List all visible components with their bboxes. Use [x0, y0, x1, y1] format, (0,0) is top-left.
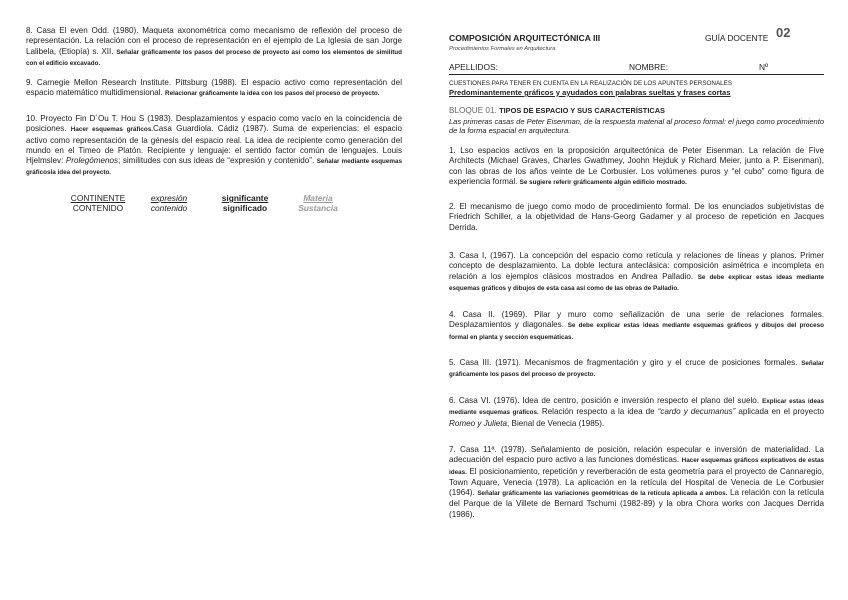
sem-continente: CONTINENTE: [70, 193, 126, 203]
item-10: [26, 114, 402, 179]
question-5-text: 5. Casa III. (1971). Mecanismos de fragmentación y giro y el cruce de posiciones formales.: [449, 358, 802, 367]
question-3-instruction: Se debe explicar estas ideas mediante esquemas gráficos y dibujos de esta casa así como de las obras de Palladio.: [449, 273, 824, 292]
item-8-text: 8. Casa El even Odd. (1980). Maqueta axonométrica como mecanismo de reflexión del proceso de representación. La relación con el proceso de representación en el ejemplo de La Iglesia de san Jorge Lalibela, (Etiopía) s. XII.: [26, 26, 402, 56]
numero-label: Nº: [759, 62, 769, 72]
question-6-text-b: Relación respecto a la idea de: [538, 407, 658, 417]
questions-note: CUESTIONES PARA TENER EN CUENTA EN LA REALIZACIÓN DE LOS APUNTES PERSONALES: [449, 80, 733, 87]
question-7-text-b: El posicionamiento, repetición y reverberación de esta geometría para el proyecto de Cannaregio, Town Aquare, Venecia (1978). La aplicación en la retícula del Hospital de Venecia de Le Corbusier (1964).: [449, 466, 824, 498]
item-9-text: 9. Carnegie Mellon Research Institute. Pittsburg (1988). El espacio activo como representación del espacio matemático multidimensional.: [26, 78, 402, 98]
question-1-instruction: Se sugiere referir gráficamente algún edificio mostrado.: [519, 178, 687, 186]
question-6-project: Romeo y Julieta: [449, 418, 508, 428]
guide-label: GUÍA DOCENTE: [705, 33, 769, 43]
item-10-text-b: Casa Guardiola. Cádiz (1987). Suma de experiencias: el espacio activo como representación de la génesis del espacio real. La idea de recipiente como generación del mundo en el Timeo de Platón. Recipiente y lenguaje: el sentido factor común de lenguajes. Louis Hjelmslev:: [26, 124, 402, 166]
sem-significante: significante: [221, 193, 269, 203]
sem-contenido-italic: contenido: [150, 203, 188, 213]
item-10-text-c: ; similitudes con sus ideas de “expresión y contenido”.: [118, 156, 317, 166]
item-9: [26, 78, 402, 100]
question-6-text-c: aplicada en el proyecto: [735, 407, 824, 417]
question-3: [449, 251, 824, 294]
question-1-text: 1. Lso espacios activos en la proposición arquitectónica de Peter Eisenman. La relación de Five Architects (Michael Graves, Charles Gwathmey, Joohn Hejduk y Richard Meier, junto a P. Eisenman), con las obras de los años veinte de Le Corbusier. Los volúmenes puros y “el cubo” como figura de experiencia formal.: [449, 146, 824, 186]
question-4: [449, 310, 824, 343]
question-4-instruction: Se debe explicar estas ideas mediante esquemas gráficos y dibujos del proceso formal en planta y sección esquemáticas.: [449, 322, 824, 341]
apellidos-label: APELLIDOS:: [449, 62, 498, 72]
question-7-instruction-a: Hacer esquemas gráficos explicativos de estas ideas.: [449, 457, 824, 476]
sem-sustancia: Sustancia: [298, 203, 338, 213]
block-title: TIPOS DE ESPACIO Y SUS CARACTERÍSTICAS: [499, 106, 665, 115]
question-4-text: 4. Casa II. (1969). Pilar y muro como señalización de una serie de relaciones formales. Desplazamientos y diagonales.: [449, 310, 824, 330]
item-10-text-a: 10. Proyecto Fin D´Ou T. Hou S (1983). Desplazamientos y espacio como vacío en la coincidencia de posiciones.: [26, 114, 402, 134]
sem-materia: Materia: [303, 193, 333, 203]
question-5-instruction: Señalar gráficamente los pasos del proceso de proyecto.: [449, 360, 824, 379]
questions-subtitle: Predominantemente gráficos y ayudados con palabras sueltas y frases cortas: [449, 88, 731, 97]
item-8: [26, 26, 402, 69]
sem-contenido: CONTENIDO: [72, 203, 124, 213]
question-7-instruction-b: Señalar gráficamente las variaciones geométricas de la retícula aplicada a ambos.: [477, 490, 728, 498]
question-5: [449, 358, 824, 381]
question-6-text-d: , Bienal de Venecia (1985).: [507, 418, 605, 428]
item-10-book-title: Prolegómenos: [65, 156, 119, 166]
question-6-instruction: Explicar estas ideas mediante esquemas gráficos.: [449, 398, 824, 417]
question-3-text: 3. Casa I, (1967). La concepción del espacio como retícula y relaciones de líneas y planos. Primer concepto de desplazamiento. La doble lectura anteclásica: composición asimétrica e incompleta en relación a los ejemplos clásicos mostrados en Andrea Palladio.: [449, 251, 824, 281]
item-10-instruction-b: Señalar mediante esquemas gráficosla idea del proyecto.: [26, 158, 402, 177]
question-2: [449, 202, 824, 233]
question-7-text-c: La relación con la retícula del Parque de la Villete de Bernard Tschumi (1982-89) y la obra Chora works con Jacques Derrida (1986).: [449, 488, 824, 519]
sem-expresion: expresión: [150, 193, 188, 203]
block-label: BLOQUE 01.: [449, 106, 497, 115]
question-6: [449, 396, 824, 429]
course-title: COMPOSICIÓN ARQUITECTÓNICA III: [449, 33, 601, 43]
question-6-quote: “cardo y decumanus”: [657, 407, 736, 417]
sem-significado: significado: [222, 203, 268, 213]
nombre-label: NOMBRE:: [629, 62, 669, 72]
block-intro: Las primeras casas de Peter Eisenman, de la respuesta material al proceso formal: el juego como procedimiento de la forma espacial en arquitectura.: [449, 117, 824, 136]
question-2-text: 2. El mecanismo de juego como modo de procedimiento formal. De los enunciados subjetivistas de Friedrich Schiller, a la objetividad de Hans-Georg Gadamer y al proceso de repetición en Jacques Derrida.: [449, 202, 824, 232]
question-7: [449, 445, 824, 520]
question-6-text-a: 6. Casa VI. (1976). Idea de centro, posición e inversión respecto el plano del suelo.: [449, 396, 763, 405]
block-heading: [449, 106, 665, 116]
item-9-instruction: Relacionar gráficamente la idea con los pasos del proceso de proyecto.: [165, 90, 380, 98]
question-1: [449, 146, 824, 188]
course-subtitle: Procedimientos Formales en Arquitectura: [449, 46, 556, 52]
item-10-instruction-a: Hacer esquemas gráficos.: [70, 126, 153, 134]
guide-number: 02: [776, 25, 791, 40]
item-8-instruction: Señalar gráficamente los pasos del proceso de proyecto así como los elementos de similitud con el edificio excavado.: [26, 48, 402, 67]
question-7-text-a: 7. Casa 11ª. (1978). Señalamiento de posición, relación especular e inversión de materialidad. La adecuación del espacio puro activo a las funciones domésticas.: [449, 445, 824, 465]
student-fields: [449, 62, 824, 75]
